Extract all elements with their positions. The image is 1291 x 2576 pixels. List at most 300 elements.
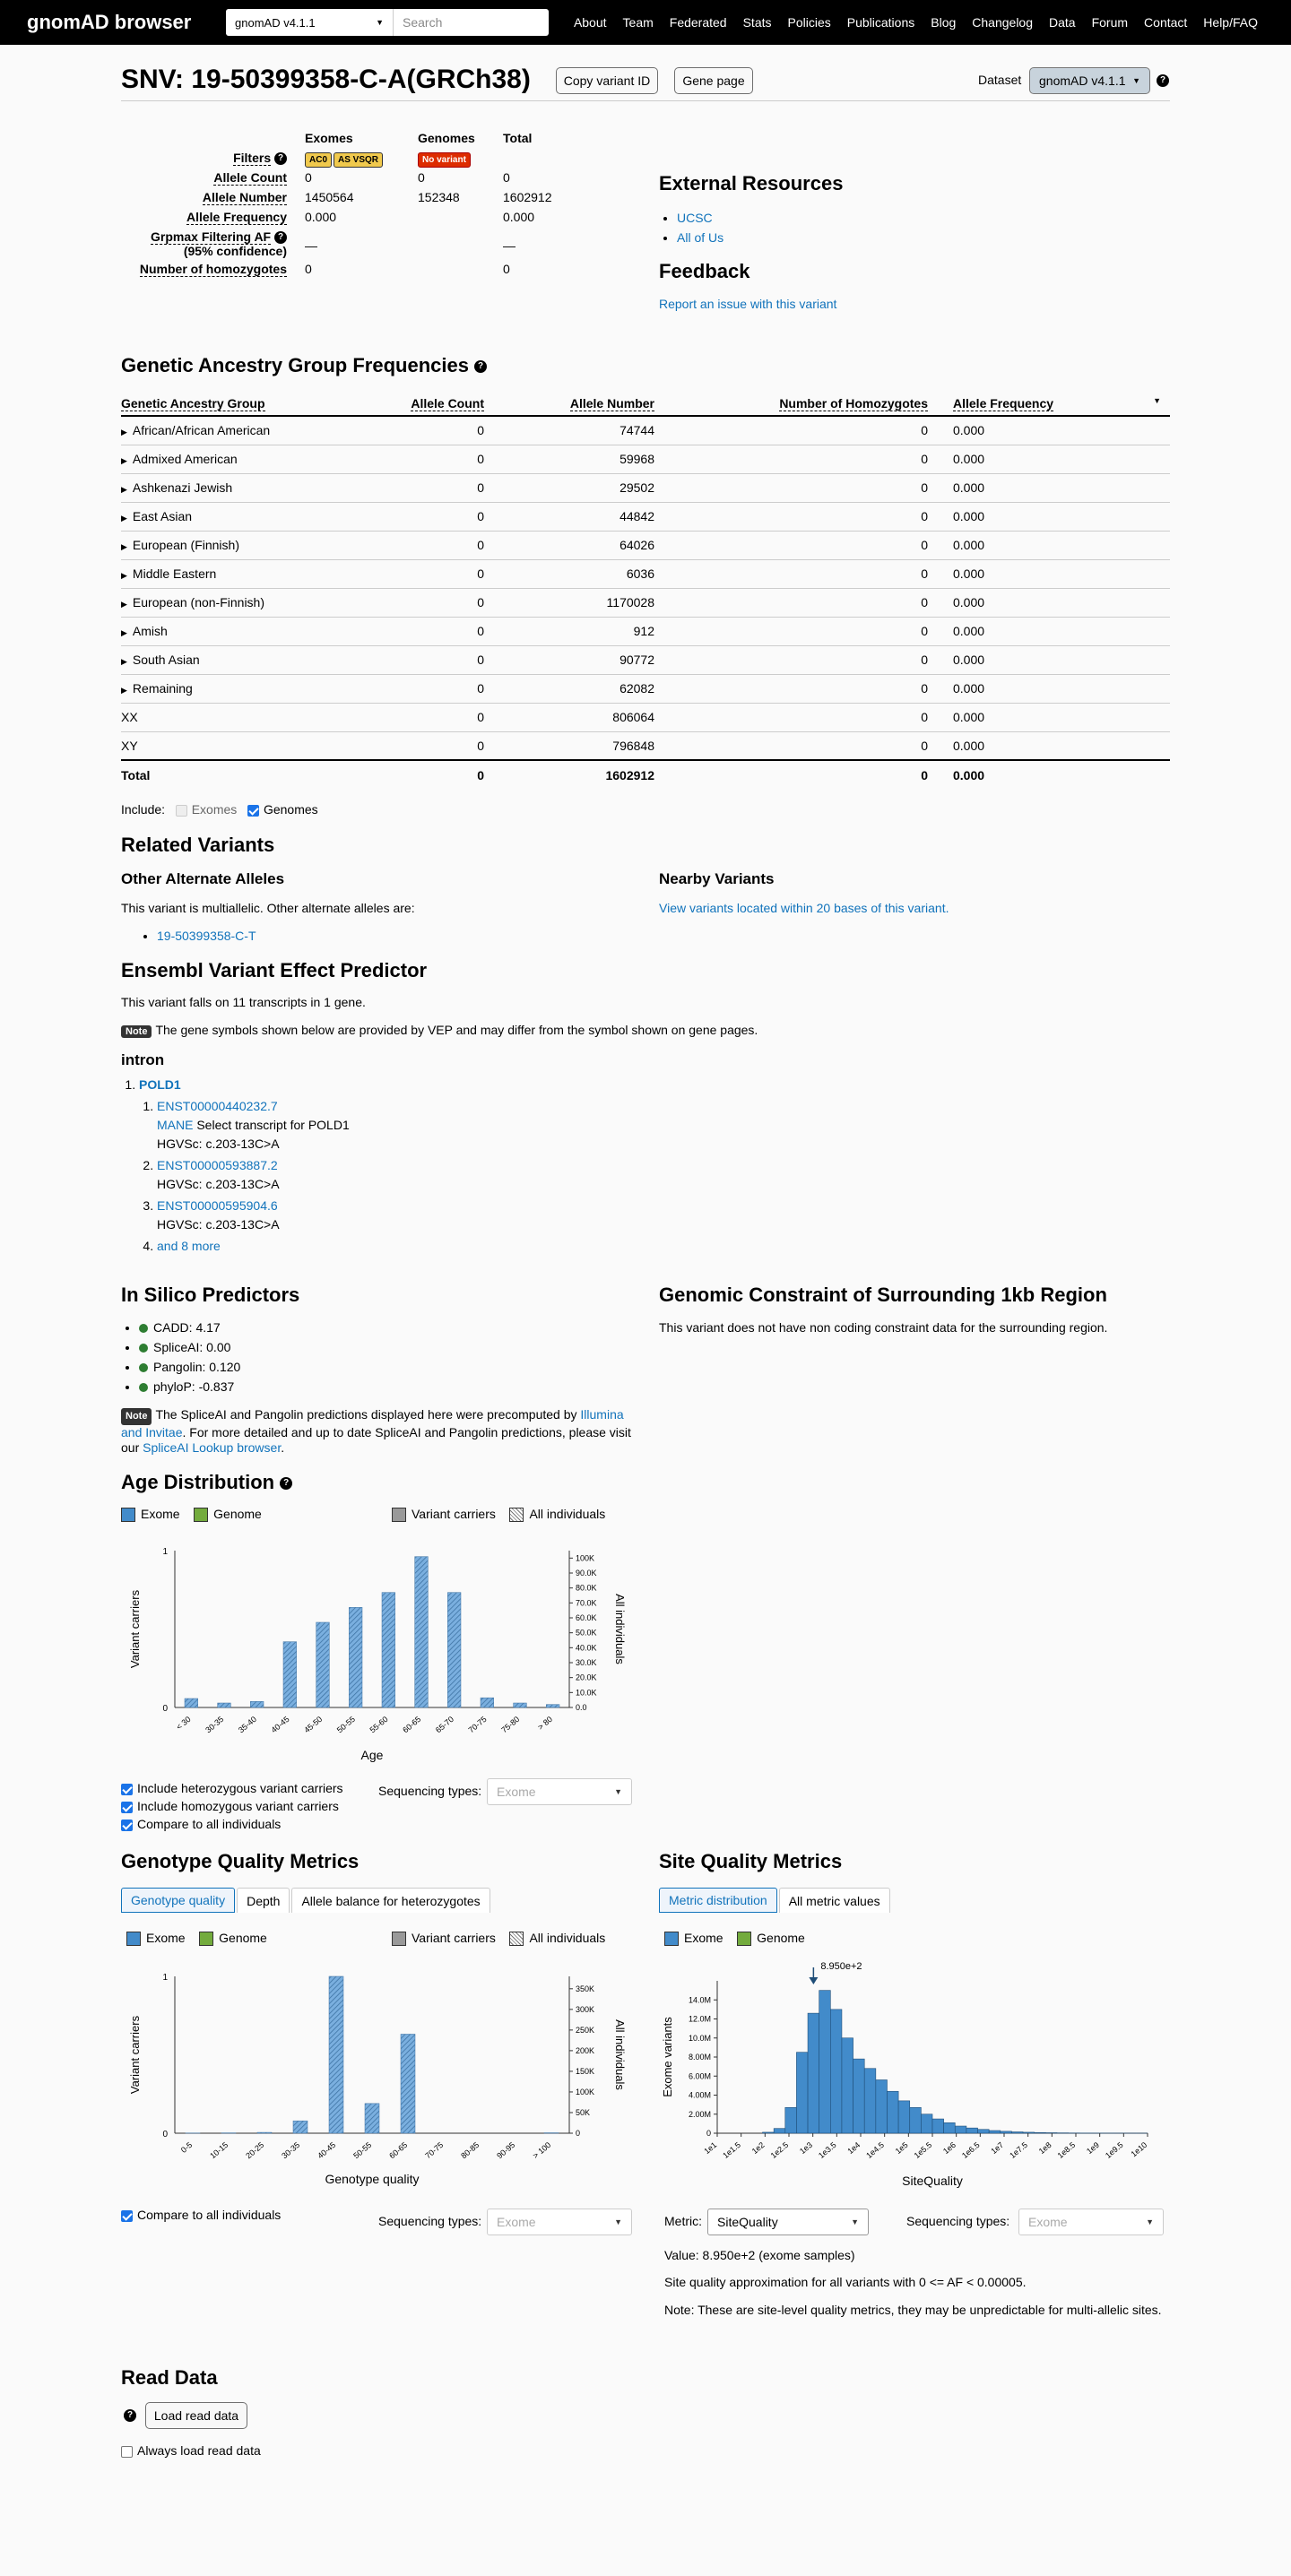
bar-all-individuals	[257, 2132, 272, 2133]
bar-all-individuals	[185, 1699, 198, 1707]
y-tick-label: 8.00M	[688, 2053, 711, 2062]
note-badge: Note	[121, 1408, 152, 1425]
copy-variant-id-button[interactable]: Copy variant ID	[556, 67, 658, 94]
nav-link-contact[interactable]: Contact	[1144, 15, 1188, 30]
y2-tick-label: 30.0K	[576, 1658, 597, 1667]
y-tick-label: 2.00M	[688, 2109, 711, 2119]
predictor-text: SpliceAI: 0.00	[153, 1340, 231, 1354]
filter-badge-ac0: AC0	[305, 152, 332, 168]
age-seq-label: Sequencing types:	[378, 1784, 482, 1798]
nav-link-help-faq[interactable]: Help/FAQ	[1203, 15, 1258, 30]
y2-tick-label: 80.0K	[576, 1583, 597, 1593]
insilico-list	[139, 1318, 240, 1396]
nav-link-blog[interactable]: Blog	[931, 15, 957, 30]
cell-hom: 0	[663, 473, 937, 502]
nav-link-data[interactable]: Data	[1049, 15, 1076, 30]
histogram-bar	[774, 2129, 785, 2133]
x-tick-label: 1e1.5	[721, 2139, 742, 2161]
carriers-swatch	[392, 1508, 406, 1522]
chevron-down-icon: ▼	[614, 1787, 622, 1796]
cell-an: 6036	[493, 559, 663, 588]
ancestry-row[interactable]	[121, 559, 1170, 588]
ancestry-group-cell	[121, 674, 377, 703]
age-seq-select[interactable]	[487, 1778, 632, 1805]
cell-hom: 0	[663, 416, 937, 445]
insilico-note-b: . For more detailed and up to date SpliceAI and Pangolin predictions, please visit our	[121, 1425, 631, 1455]
y2-tick-label: 50.0K	[576, 1628, 597, 1638]
x-tick-label: 45-50	[302, 1714, 325, 1735]
histogram-bar	[796, 2053, 808, 2133]
cell-an: 806064	[493, 703, 663, 731]
x-tick-label: 30-35	[204, 1714, 226, 1735]
ancestry-group-name: African/African American	[132, 423, 271, 438]
nav-link-about[interactable]: About	[573, 15, 607, 30]
histogram-bar	[887, 2091, 898, 2133]
col-exomes: Exomes	[305, 131, 353, 145]
ancestry-row[interactable]	[121, 588, 1170, 617]
th-allele-number[interactable]	[493, 391, 663, 416]
histogram-bar	[989, 2131, 1001, 2133]
y-axis-label: Variant carriers	[128, 2015, 142, 2095]
nearby-variants-link[interactable]: View variants located within 20 bases of this variant.	[659, 901, 949, 915]
x-tick-label: 20-25	[244, 2139, 266, 2161]
cell-g: XY	[121, 731, 377, 760]
age-distribution-chart	[121, 1537, 641, 1770]
nav-link-publications[interactable]: Publications	[846, 15, 915, 30]
y-axis-label: Variant carriers	[128, 1589, 142, 1669]
histogram-bar	[864, 2069, 876, 2133]
genome-swatch	[737, 1932, 751, 1946]
legend-exome: Exome	[141, 1507, 180, 1521]
y2-tick-label: 200K	[576, 2045, 595, 2055]
legend-exome: Exome	[684, 1931, 723, 1945]
cell-an: 44842	[493, 502, 663, 531]
sq-seq-select[interactable]	[1018, 2209, 1164, 2235]
nav-link-federated[interactable]: Federated	[669, 15, 727, 30]
tab-all-metric-values[interactable]: All metric values	[779, 1888, 890, 1913]
cell-af: 0.000	[937, 645, 1170, 674]
illumina-link[interactable]: Illumina and Invitae	[121, 1407, 624, 1439]
main-nav	[558, 0, 1258, 45]
x-tick-label: 55-60	[368, 1714, 390, 1735]
x-tick-label: 1e4.5	[864, 2139, 886, 2161]
summary-label-text: Allele Frequency	[186, 210, 287, 224]
summary-row-label	[121, 190, 305, 210]
ancestry-group-name: Ashkenazi Jewish	[132, 480, 233, 495]
y2-axis-label: All individuals	[613, 2019, 627, 2090]
x-tick-label: 75-80	[499, 1714, 522, 1735]
other-alleles-text: This variant is multiallelic. Other alternate alleles are:	[121, 901, 415, 915]
histogram-bar	[898, 2101, 910, 2133]
transcript-item	[157, 1237, 350, 1256]
dataset-select[interactable]	[226, 9, 393, 36]
expand-icon[interactable]: ▶	[121, 514, 127, 523]
th-allele-count[interactable]	[377, 391, 493, 416]
legend-exome: Exome	[146, 1931, 186, 1945]
hgvsc-text: HGVSc: c.203-13C>A	[157, 1177, 280, 1191]
status-dot-icon	[139, 1383, 148, 1392]
summary-label-text: Allele Number	[202, 190, 287, 204]
y-tick-label: 14.0M	[688, 1995, 711, 2005]
summary-value: 1450564	[305, 190, 354, 204]
dataset-select-value: gnomAD v4.1.1	[235, 15, 316, 30]
x-tick-label: 1e5	[893, 2139, 910, 2157]
expand-icon[interactable]: ▶	[121, 428, 127, 437]
hgvsc-text: HGVSc: c.203-13C>A	[157, 1217, 280, 1232]
th-allele-number-label: Allele Number	[569, 395, 654, 411]
cell-g: Total	[121, 760, 377, 789]
x-tick-label: 1e9.5	[1103, 2139, 1125, 2161]
cell-an: 64026	[493, 531, 663, 559]
x-tick-label: 1e8.5	[1055, 2139, 1078, 2161]
insilico-note-a: The SpliceAI and Pangolin predictions displayed here were precomputed by	[155, 1407, 581, 1422]
summary-row-label	[121, 210, 305, 229]
sq-seq-value: Exome	[1028, 2215, 1068, 2229]
y-tick-label: 4.00M	[688, 2090, 711, 2100]
report-issue-link[interactable]: Report an issue with this variant	[659, 297, 837, 311]
predictor-text: CADD: 4.17	[153, 1320, 221, 1335]
always-load-checkbox[interactable]	[121, 2446, 133, 2458]
transcript-link[interactable]: ENST00000595904.6	[157, 1198, 278, 1213]
expand-icon[interactable]: ▶	[121, 571, 127, 580]
y-tick-label: 0	[162, 1704, 168, 1714]
hom-carriers-label: Include homozygous variant carriers	[137, 1799, 339, 1813]
ucsc-link[interactable]: UCSC	[677, 211, 713, 225]
more-transcripts-link[interactable]: and 8 more	[157, 1239, 221, 1253]
histogram-bar	[763, 2132, 775, 2133]
x-tick-label: 90-95	[495, 2139, 517, 2161]
ancestry-row[interactable]	[121, 445, 1170, 473]
search-input[interactable]: Search	[393, 9, 549, 36]
age-legend	[121, 1507, 262, 1522]
load-read-data-button[interactable]: Load read data	[145, 2402, 247, 2429]
x-tick-label: 1e7	[989, 2139, 1006, 2157]
bar-all-individuals	[218, 1703, 231, 1707]
th-homozygotes-label: Number of Homozygotes	[779, 395, 928, 411]
histogram-bar	[876, 2080, 888, 2134]
summary-label-text: Number of homozygotes	[139, 262, 287, 276]
age-title	[121, 1471, 292, 1494]
histogram-bar	[1023, 2132, 1035, 2133]
th-homozygotes[interactable]	[663, 391, 937, 416]
insilico-note-c: .	[281, 1440, 285, 1455]
all-individuals-swatch	[509, 1932, 524, 1946]
always-load-label: Always load read data	[137, 2443, 261, 2458]
chevron-down-icon: ▼	[1132, 76, 1140, 85]
constraint-text: This variant does not have non coding constraint data for the surrounding region.	[659, 1320, 1108, 1335]
legend-carriers: Variant carriers	[412, 1507, 496, 1521]
cell-af: 0.000	[937, 731, 1170, 760]
cell-ac: 0	[377, 731, 493, 760]
ancestry-title-text: Genetic Ancestry Group Frequencies	[121, 354, 469, 376]
chevron-down-icon: ▼	[851, 2217, 859, 2226]
genotype-quality-chart	[121, 1963, 641, 2191]
all-of-us-link[interactable]: All of Us	[677, 230, 724, 245]
tab-depth[interactable]: Depth	[237, 1888, 290, 1913]
x-tick-label: 30-35	[280, 2139, 302, 2161]
cell-hom: 0	[663, 502, 937, 531]
summary-row	[121, 210, 593, 229]
expand-icon[interactable]: ▶	[121, 628, 127, 637]
histogram-bar	[978, 2130, 990, 2133]
tab-genotype-quality[interactable]: Genotype quality	[121, 1888, 235, 1913]
always-load-option	[121, 2443, 261, 2458]
cell-hom: 0	[663, 674, 937, 703]
status-dot-icon	[139, 1363, 148, 1372]
th-allele-frequency-label: Allele Frequency	[953, 395, 1054, 411]
vep-note-text: The gene symbols shown below are provided by VEP and may differ from the symbol shown on gene pages.	[155, 1023, 758, 1037]
summary-value: 0	[305, 170, 312, 185]
gq-legend-2	[392, 1931, 605, 1946]
chevron-down-icon: ▼	[614, 2217, 622, 2226]
x-tick-label: 1e7.5	[1008, 2139, 1029, 2161]
tab-metric-distribution[interactable]: Metric distribution	[659, 1888, 777, 1913]
summary-label-text: Allele Count	[213, 170, 287, 185]
x-tick-label: 1e8	[1036, 2139, 1053, 2157]
nav-link-team[interactable]: Team	[622, 15, 654, 30]
histogram-bar	[808, 2013, 819, 2133]
summary-value: —	[305, 238, 317, 253]
legend-carriers: Variant carriers	[412, 1931, 496, 1945]
compare-all-checkbox[interactable]	[121, 1820, 133, 1831]
all-individuals-swatch	[509, 1508, 524, 1522]
gq-seq-label: Sequencing types:	[378, 2214, 482, 2228]
hom-carriers-checkbox[interactable]	[121, 1802, 133, 1813]
x-tick-label: 1e6	[941, 2139, 957, 2157]
x-tick-label: 50-55	[351, 2139, 374, 2161]
tab-allele-balance[interactable]: Allele balance for heterozygotes	[291, 1888, 490, 1913]
bar-all-individuals	[447, 1593, 461, 1707]
summary-value: —	[503, 238, 516, 253]
x-tick-label: 1e6.5	[959, 2139, 982, 2161]
x-tick-label: 1e2	[749, 2139, 767, 2157]
th-allele-count-label: Allele Count	[411, 395, 484, 411]
cell-g: XX	[121, 703, 377, 731]
bar-all-individuals	[329, 1976, 343, 2133]
th-group[interactable]	[121, 391, 377, 416]
help-icon[interactable]: ?	[474, 360, 487, 373]
histogram-bar	[1011, 2132, 1023, 2133]
cell-af: 0.000	[937, 531, 1170, 559]
y-tick-label: 1	[162, 1973, 168, 1983]
x-tick-label: 1e4	[845, 2139, 862, 2157]
x-tick-label: 65-70	[433, 1714, 455, 1735]
summary-row-label	[121, 229, 305, 262]
include-exomes-checkbox[interactable]	[176, 805, 187, 817]
het-carriers-checkbox[interactable]	[121, 1784, 133, 1795]
histogram-bar	[1035, 2132, 1046, 2133]
nav-link-stats[interactable]: Stats	[742, 15, 772, 30]
legend-genome: Genome	[757, 1931, 805, 1945]
x-tick-label: 40-45	[269, 1714, 291, 1735]
bar-all-individuals	[546, 1705, 559, 1707]
col-genomes: Genomes	[418, 131, 475, 145]
predictor-item	[139, 1377, 240, 1396]
exome-swatch	[121, 1508, 135, 1522]
x-axis-label: SiteQuality	[902, 2174, 963, 2188]
bar-all-individuals	[283, 1642, 297, 1707]
y2-axis-label: All individuals	[613, 1594, 627, 1664]
expand-icon[interactable]: ▶	[121, 600, 127, 609]
ancestry-group-cell	[121, 473, 377, 502]
carriers-swatch	[392, 1932, 406, 1946]
genome-swatch	[194, 1508, 208, 1522]
histogram-bar	[842, 2038, 853, 2133]
help-icon[interactable]: ?	[274, 152, 287, 165]
predictor-item	[139, 1318, 240, 1337]
value-marker-label: 8.950e+2	[820, 1961, 862, 1972]
cell-af: 0.000	[937, 416, 1170, 445]
legend-genome: Genome	[213, 1507, 262, 1521]
help-icon[interactable]: ?	[124, 2409, 136, 2422]
bar-all-individuals	[316, 1622, 330, 1707]
y2-tick-label: 100K	[576, 2087, 595, 2096]
ancestry-frequency-table	[121, 391, 1170, 789]
age-options	[121, 1779, 343, 1833]
x-tick-label: 60-65	[401, 1714, 423, 1735]
cell-ac: 0	[377, 502, 493, 531]
x-tick-label: 10-15	[208, 2139, 230, 2161]
predictor-item	[139, 1337, 240, 1357]
sq-seq-label: Sequencing types:	[906, 2214, 1010, 2228]
transcript-item	[157, 1097, 350, 1154]
ancestry-group-cell	[121, 588, 377, 617]
ancestry-group-name: European (non-Finnish)	[132, 595, 265, 609]
y2-tick-label: 100K	[576, 1553, 595, 1563]
cell-ac: 0	[377, 674, 493, 703]
cell-hom: 0	[663, 617, 937, 645]
gene-page-button[interactable]: Gene page	[674, 67, 753, 94]
cell-hom: 0	[663, 559, 937, 588]
ancestry-group-cell	[121, 645, 377, 674]
transcript-link[interactable]: ENST00000593887.2	[157, 1158, 278, 1172]
site-logo[interactable]: gnomAD browser	[27, 11, 192, 33]
histogram-bar	[785, 2107, 797, 2133]
mane-link[interactable]: MANE	[157, 1118, 194, 1132]
cell-af: 0.000	[937, 502, 1170, 531]
gq-compare-checkbox[interactable]	[121, 2210, 133, 2222]
cell-af: 0.000	[937, 617, 1170, 645]
sq-approx-text: Site quality approximation for all variants with 0 <= AF < 0.00005.	[664, 2275, 1027, 2289]
expand-icon[interactable]: ▶	[121, 542, 127, 551]
cell-an: 62082	[493, 674, 663, 703]
constraint-title: Genomic Constraint of Surrounding 1kb Region	[659, 1284, 1107, 1306]
metric-label: Metric:	[664, 2214, 702, 2228]
compare-all-label: Compare to all individuals	[137, 1817, 282, 1831]
bar-all-individuals	[382, 1593, 395, 1707]
vep-title: Ensembl Variant Effect Predictor	[121, 959, 428, 981]
age-seq-value: Exome	[497, 1785, 536, 1799]
expand-icon[interactable]: ▶	[121, 456, 127, 465]
summary-value	[418, 210, 503, 229]
y2-tick-label: 70.0K	[576, 1598, 597, 1608]
age-legend-2	[392, 1507, 605, 1522]
expand-icon[interactable]: ▶	[121, 485, 127, 494]
y2-tick-label: 250K	[576, 2025, 595, 2035]
gq-legend	[126, 1931, 267, 1946]
summary-value: 0	[305, 262, 312, 276]
help-icon[interactable]: ?	[280, 1477, 292, 1490]
help-icon[interactable]: ?	[1157, 74, 1169, 87]
sq-note-text: Note: These are site-level quality metrics, they may be unpredictable for multi-allelic sites.	[664, 2303, 1162, 2317]
cell-ac: 0	[377, 645, 493, 674]
x-tick-label: > 100	[531, 2139, 553, 2161]
summary-value: 0.000	[305, 210, 337, 224]
x-axis-label: Genotype quality	[325, 2172, 420, 2186]
cell-an: 1170028	[493, 588, 663, 617]
expand-icon[interactable]: ▶	[121, 657, 127, 666]
x-tick-label: 1e1	[702, 2139, 719, 2157]
ancestry-group-cell	[121, 531, 377, 559]
expand-icon[interactable]: ▶	[121, 686, 127, 695]
cell-ac: 0	[377, 473, 493, 502]
transcript-item	[157, 1156, 350, 1194]
ancestry-group-name: European (Finnish)	[132, 538, 239, 552]
ancestry-row[interactable]	[121, 617, 1170, 645]
cell-af: 0.000	[937, 760, 1170, 789]
cell-af: 0.000	[937, 559, 1170, 588]
x-tick-label: 1e9	[1085, 2139, 1101, 2157]
vep-summary: This variant falls on 11 transcripts in 1 gene.	[121, 995, 366, 1009]
x-tick-label: 60-65	[387, 2139, 410, 2161]
ancestry-row[interactable]	[121, 531, 1170, 559]
summary-value: 152348	[418, 190, 460, 204]
summary-value	[418, 229, 503, 262]
y2-tick-label: 60.0K	[576, 1613, 597, 1622]
ancestry-group-name: Middle Eastern	[132, 566, 217, 581]
nav-link-policies[interactable]: Policies	[787, 15, 831, 30]
predictor-text: phyloP: -0.837	[153, 1379, 235, 1394]
nav-link-forum[interactable]: Forum	[1091, 15, 1129, 30]
y2-tick-label: 0	[576, 2129, 581, 2138]
include-genomes-checkbox[interactable]	[247, 805, 259, 817]
total-row	[121, 760, 1170, 789]
ancestry-row[interactable]	[121, 502, 1170, 531]
histogram-bar	[819, 1991, 831, 2133]
cell-an: 59968	[493, 445, 663, 473]
top-navbar	[0, 0, 1291, 45]
het-carriers-label: Include heterozygous variant carriers	[137, 1781, 343, 1795]
ancestry-row[interactable]	[121, 674, 1170, 703]
gq-seq-select[interactable]	[487, 2209, 632, 2235]
page-title: SNV: 19-50399358-C-A(GRCh38)	[121, 65, 531, 94]
nav-link-changelog[interactable]: Changelog	[972, 15, 1034, 30]
filter-badge-as-vsqr: AS VSQR	[334, 152, 383, 168]
cell-an: 912	[493, 617, 663, 645]
dataset-label: Dataset	[978, 73, 1022, 87]
cell-af: 0.000	[937, 674, 1170, 703]
dataset-switcher[interactable]	[1029, 67, 1150, 94]
bar-all-individuals	[365, 2104, 379, 2133]
metric-select[interactable]	[707, 2209, 869, 2235]
x-axis-label: Age	[360, 1748, 384, 1762]
help-icon[interactable]: ?	[274, 231, 287, 244]
gene-link-pold1[interactable]: POLD1	[139, 1077, 181, 1092]
transcript-link[interactable]: ENST00000440232.7	[157, 1099, 278, 1113]
other-allele-link[interactable]: 19-50399358-C-T	[157, 929, 256, 943]
x-tick-label: 35-40	[236, 1714, 258, 1735]
summary-label-sub: (95% confidence)	[183, 244, 287, 259]
ancestry-row[interactable]	[121, 473, 1170, 502]
summary-value: 0	[418, 170, 425, 185]
spliceai-lookup-link[interactable]: SpliceAI Lookup browser	[143, 1440, 282, 1455]
th-allele-frequency[interactable]	[937, 391, 1170, 416]
ancestry-row[interactable]	[121, 416, 1170, 445]
include-genomes-label: Genomes	[263, 802, 318, 817]
cell-ac: 0	[377, 703, 493, 731]
cell-af: 0.000	[937, 703, 1170, 731]
ancestry-row[interactable]	[121, 645, 1170, 674]
